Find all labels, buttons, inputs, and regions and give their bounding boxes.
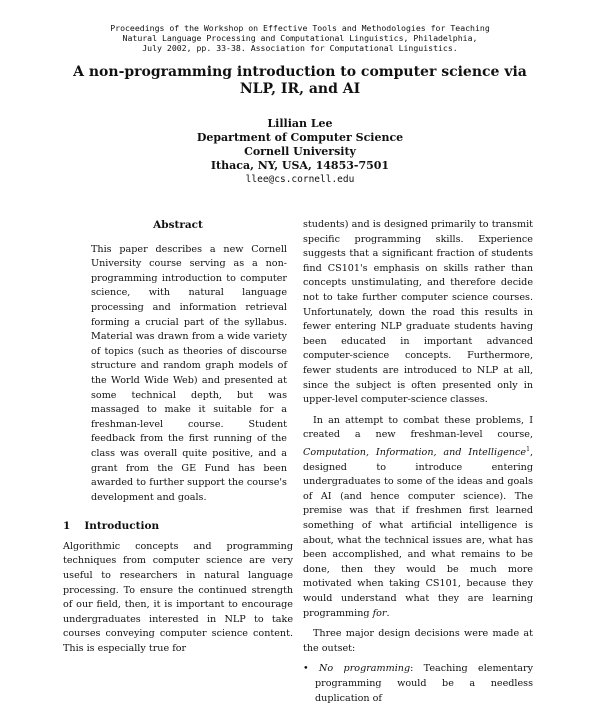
author-email: llee@cs.cornell.edu [245, 174, 355, 185]
footnote-marker: 1 [526, 445, 530, 453]
section-title: Introduction [84, 520, 160, 533]
section-heading [63, 519, 293, 534]
author-name: Lillian Lee [267, 117, 333, 130]
emphasis-for: for [372, 607, 387, 619]
left-column [63, 218, 293, 657]
bullet-label: No programming [319, 663, 411, 675]
proceedings-line: Proceedings of the Workshop on Effective Tools and Methodologies for Teaching [110, 23, 490, 33]
proceedings-line: Natural Language Processing and Computational Linguistics, Philadelphia, [122, 33, 478, 43]
author-university: Cornell University [244, 145, 356, 158]
abstract-heading: Abstract [153, 219, 203, 231]
author-location: Ithaca, NY, USA, 14853-7501 [210, 159, 390, 172]
section-number: 1 [63, 520, 71, 533]
proceedings-header [0, 23, 600, 53]
bullet-item: • No programming: Teaching elementary programming would be a needless duplication of [303, 663, 533, 704]
proceedings-line: July 2002, pp. 33-38. Association for Computational Linguistics. [142, 43, 458, 53]
intro-paragraph-2: In an attempt to combat these problems, I created a new freshman-level course, Computation, Information, and Intelligence$^1$, designed to introduce entering undergraduates to some of the ideas and goals of AI (and hence computer science). The premise was that if freshmen first learned something of what artificial intelligence is about, what the technical issues are, what has been accomplished, and what remains to be done, then they would be much more motivated when taking CS101, because they would understand what they are learning programming for. [303, 414, 533, 619]
intro-paragraph-3: Three major design decisions were made at the outset: [303, 628, 533, 654]
intro-paragraph-continued: students) and is designed primarily to transmit specific programming skills. Experience suggests that a significant fraction of students find CS101's emphasis on skills rather than concepts unstimulating, and therefore decide not to take further computer science courses. Unfortunately, down the road this results in fewer entering NLP graduate students having been educated in important advanced computer-science concepts. Furthermore, fewer students are introduced to NLP at all, since the subject is often presented only in upper-level computer-science classes. [303, 219, 533, 406]
author-block [0, 117, 600, 187]
bullet-text: : Teaching elementary programming would be a needless duplication of [315, 663, 533, 704]
right-column [303, 218, 533, 706]
paper-title [0, 64, 600, 98]
abstract-text: This paper describes a new Cornell University course serving as a non-programming introduction to computer science, with natural language processing and information retrieval forming a crucial part of the syllabus. Material was drawn from a wide variety of topics (such as theories of discourse structure and random graph models of the World Wide Web) and presented at some technical depth, but was massaged to make it suitable for a freshman-level course. Student feedback from the first running of the class was overall quite positive, and a grant from the GE Fund has been awarded to further support the course's development and goals. [91, 243, 287, 503]
intro-paragraph: Algorithmic concepts and programming techniques from computer science are very useful to researchers in natural language processing. To ensure the continued strength of our field, then, it is important to encourage undergraduates interested in NLP to take courses conveying computer science content. This is especially true for [63, 540, 293, 655]
author-department: Department of Computer Science [196, 131, 404, 144]
course-title: Computation, Information, and Intelligence [303, 447, 527, 459]
title-line: NLP, IR, and AI [239, 81, 361, 97]
title-line: A non-programming introduction to computer science via [73, 64, 527, 80]
